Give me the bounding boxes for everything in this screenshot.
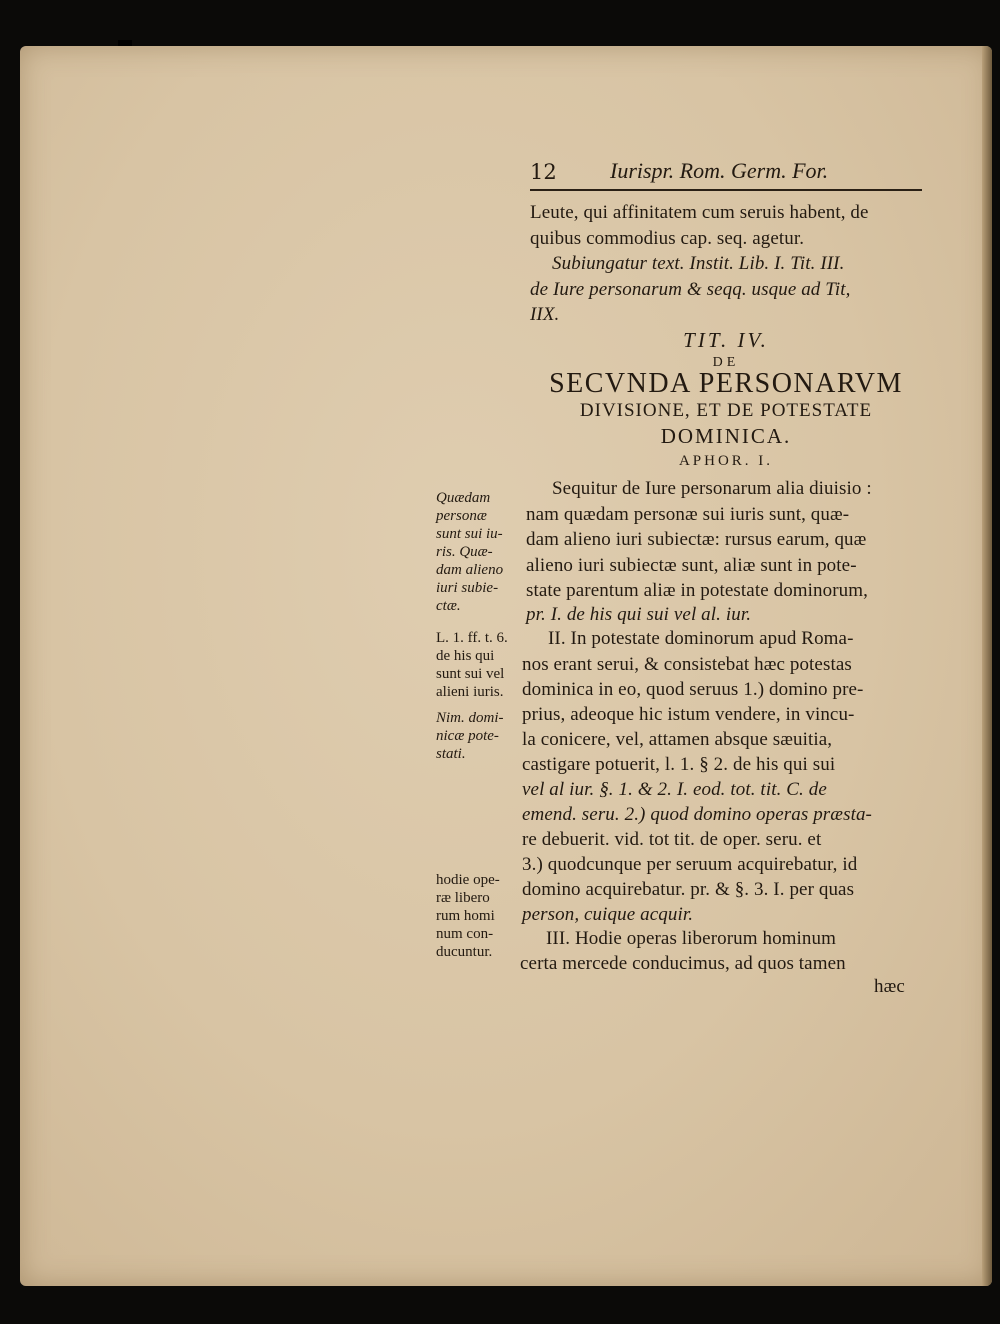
margin-line: de his qui bbox=[436, 648, 495, 664]
aphor1-line: nam quædam personæ sui iuris sunt, quæ- bbox=[526, 504, 850, 525]
aphor1-line: dam alieno iuri subiectæ: rursus earum, quæ bbox=[526, 529, 867, 550]
aphor1-citation: pr. I. de his qui sui vel al. iur. bbox=[526, 604, 752, 625]
aphor1-line: Sequitur de Iure personarum alia diuisio : bbox=[552, 478, 872, 499]
aphorism-heading: APHOR. I. bbox=[678, 453, 774, 469]
aphor2-line: re debuerit. vid. tot tit. de oper. seru. et bbox=[522, 829, 822, 850]
title-de: DE bbox=[712, 355, 740, 370]
margin-line: Quædam bbox=[436, 490, 491, 506]
aphor3-line: III. Hodie operas liberorum hominum bbox=[546, 928, 837, 949]
margin-line: alieni iuris. bbox=[436, 684, 504, 700]
margin-line: sunt sui iu- bbox=[436, 526, 503, 542]
margin-line: dam alieno bbox=[436, 562, 504, 578]
body-line: Subiungatur text. Instit. Lib. I. Tit. III. bbox=[552, 253, 845, 274]
body-line: de Iure personarum & seqq. usque ad Tit, bbox=[530, 279, 851, 300]
margin-line: Nim. domi- bbox=[436, 710, 504, 726]
margin-line: ctæ. bbox=[436, 598, 461, 614]
margin-line: rum homi bbox=[436, 908, 495, 924]
catchword: hæc bbox=[874, 976, 905, 997]
margin-line: iuri subie- bbox=[436, 580, 499, 596]
aphor2-line: 3.) quodcunque per seruum acquirebatur, id bbox=[522, 854, 858, 875]
running-head: Iurispr. Rom. Germ. For. bbox=[610, 158, 829, 183]
aphor3-line: certa mercede conducimus, ad quos tamen bbox=[520, 953, 846, 974]
aphor2-line: domino acquirebatur. pr. & §. 3. I. per quas bbox=[522, 879, 855, 900]
margin-line: hodie ope- bbox=[436, 872, 500, 888]
page-number: 12 bbox=[530, 160, 557, 184]
margin-line: L. 1. ff. t. 6. bbox=[436, 630, 508, 646]
title-number: TIT. IV. bbox=[683, 328, 769, 352]
margin-line: ducuntur. bbox=[436, 944, 493, 960]
page-gutter bbox=[982, 46, 992, 1286]
header-rule bbox=[530, 189, 922, 191]
page-header bbox=[530, 158, 922, 190]
margin-line: personæ bbox=[436, 508, 487, 524]
body-line: quibus commodius cap. seq. agetur. bbox=[530, 228, 805, 249]
margin-line: nicæ pote- bbox=[436, 728, 499, 744]
aphor2-citation: person, cuique acquir. bbox=[522, 904, 694, 925]
title-sub2: DOMINICA. bbox=[660, 424, 792, 448]
aphor2-line: castigare potuerit, l. 1. § 2. de his qui sui bbox=[522, 754, 836, 775]
margin-line: ris. Quæ- bbox=[436, 544, 493, 560]
aphor2-line: II. In potestate dominorum apud Roma- bbox=[548, 628, 854, 649]
aphor2-line: dominica in eo, quod seruus 1.) domino pre- bbox=[522, 679, 864, 700]
title-main: SECVNDA PERSONARVM bbox=[549, 368, 903, 399]
aphor2-line: vel al iur. §. 1. & 2. I. eod. tot. tit. C. de bbox=[522, 779, 827, 800]
aphor2-line: nos erant serui, & consistebat hæc potestas bbox=[522, 654, 852, 675]
aphor2-line: prius, adeoque hic istum vendere, in vincu- bbox=[522, 704, 855, 725]
margin-line: num con- bbox=[436, 926, 494, 942]
aphor2-line: emend. seru. 2.) quod domino operas præsta- bbox=[522, 804, 872, 825]
margin-line: sunt sui vel bbox=[436, 666, 505, 682]
title-sub1: DIVISIONE, ET DE POTESTATE bbox=[579, 400, 873, 421]
aphor1-line: alieno iuri subiectæ sunt, aliæ sunt in pote- bbox=[526, 555, 857, 576]
body-line: IIX. bbox=[530, 304, 560, 325]
body-line: Leute, qui affinitatem cum seruis habent, de bbox=[530, 202, 869, 223]
aphor1-line: state parentum aliæ in potestate dominorum, bbox=[526, 580, 869, 601]
margin-line: stati. bbox=[436, 746, 466, 762]
margin-line: ræ libero bbox=[436, 890, 490, 906]
aphor2-line: la conicere, vel, attamen absque sæuitia, bbox=[522, 729, 833, 750]
